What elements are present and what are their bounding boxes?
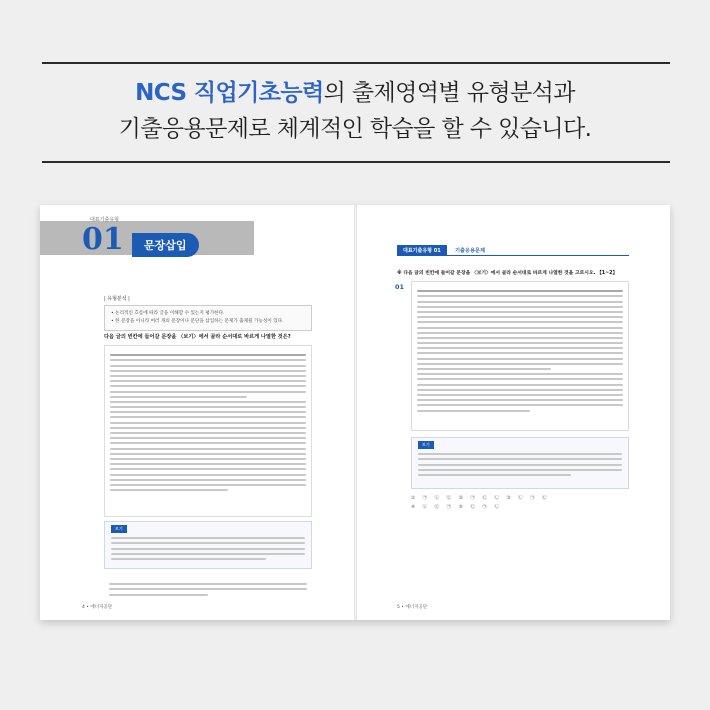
question-type-name: 기출응용문제 [455, 248, 486, 254]
headline-line1-rest: 의 출제영역별 유형분석과 [323, 80, 575, 106]
chapter-title: 문장삽입 [132, 233, 199, 257]
open-book [40, 205, 670, 620]
left-folio: 4 • 에너지공단 [82, 605, 113, 610]
top-rule [42, 62, 670, 64]
right-passage [411, 281, 629, 431]
bogi-tag: 보기 [111, 525, 127, 533]
answer-options-row1: ① ㉠ ㉡ ㉢ ② ㉠ ㉢ ㉡ ③ ㉡ ㉠ ㉢ [411, 496, 547, 501]
question-type-bar [397, 245, 629, 256]
answer-options-row2: ④ ㉡ ㉢ ㉠ ⑤ ㉢ ㉠ ㉡ [411, 505, 500, 510]
headline-line1 [0, 76, 710, 112]
question-type-pill: 대표기출유형 01 [397, 245, 447, 256]
chapter-number: 01 [82, 222, 124, 257]
right-page [357, 205, 670, 620]
bottom-rule [42, 161, 670, 163]
right-bogi-box [411, 437, 629, 489]
analysis-point: • 한 문장을 아니라 여러 개의 문장이나 문단을 삽입하는 문제가 출제될 가능성이 있다. [111, 318, 284, 324]
answer-area [104, 575, 312, 599]
headline-accent: NCS 직업기초능력 [135, 80, 324, 106]
right-bogi-tag: 보기 [418, 441, 434, 449]
headline-line2: 기출응용문제로 체계적인 학습을 할 수 있습니다. [118, 116, 592, 142]
analysis-point: • 논리적인 흐름에 따라 글을 이해할 수 있는지 평가한다. [111, 311, 225, 316]
section-label: | 유형분석 | [104, 296, 130, 302]
passage-body [104, 345, 312, 517]
left-page [40, 205, 354, 620]
instruction-text: ※ 다음 글의 빈칸에 들어갈 문장을 〈보기〉에서 골라 순서대로 바르게 나열한 것을 고르시오. 【1~2】 [397, 271, 618, 276]
question-number: 01 [395, 283, 405, 291]
bogi-box [104, 521, 312, 569]
chapter-label: 대표기출유형 [90, 217, 119, 223]
right-folio: 5 • 에너지공단 [397, 605, 428, 610]
question-text: 다음 글의 빈칸에 들어갈 문장을 〈보기〉에서 골라 순서대로 바르게 나열한 것은? [104, 334, 291, 340]
analysis-box [104, 305, 312, 331]
